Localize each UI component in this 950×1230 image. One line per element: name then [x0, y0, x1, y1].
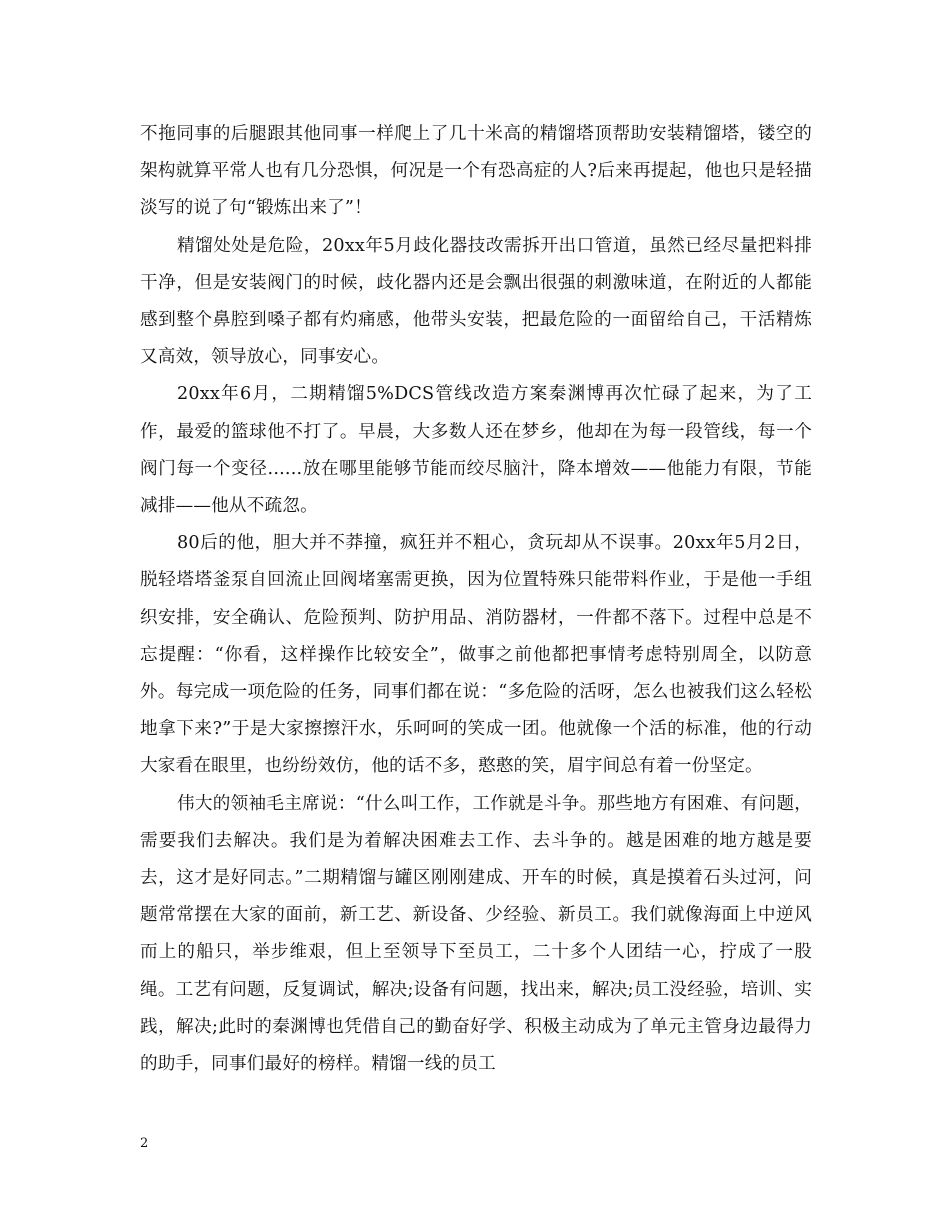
paragraph-1: 不拖同事的后腿跟其他同事一样爬上了几十米高的精馏塔顶帮助安装精馏塔，镂空的架构就算平常人也有几分恐惧，何况是一个有恐高症的人?后来再提起，他也只是轻描淡写的说了句“锻炼出来了”！	[140, 124, 812, 219]
paragraph-4: 80后的他，胆大并不莽撞，疯狂并不粗心，贪玩却从不误事。20xx年5月2日，脱轻塔塔釜泵自回流止回阀堵塞需更换，因为位置特殊只能带料作业，于是他一手组织安排，安全确认、危险预判、防护用品、消防器材，一件都不落下。过程中总是不忘提醒：“你看，这样操作比较安全”，做事之前他都把事情考虑特别周全，以防意外。每完成一项危险的任务，同事们都在说：“多危险的活呀，怎么也被我们这么轻松地拿下来?”于是大家擦擦汗水，乐呵呵的笑成一团。他就像一个活的标准，他的行动大家看在眼里，也纷纷效仿，他的话不多，憨憨的笑，眉宇间总有着一份坚定。	[140, 533, 812, 777]
paragraph-2: 精馏处处是危险，20xx年5月歧化器技改需拆开出口管道，虽然已经尽量把料排干净，但是安装阀门的时候，歧化器内还是会飘出很强的刺激味道，在附近的人都能感到整个鼻腔到嗓子都有灼痛感，他带头安装，把最危险的一面留给自己，干活精炼又高效，领导放心，同事安心。	[140, 235, 812, 368]
paragraph-3: 20xx年6月，二期精馏5%DCS管线改造方案秦渊博再次忙碌了起来，为了工作，最爱的篮球他不打了。早晨，大多数人还在梦乡，他却在为每一段管线，每一个阀门每一个变径......放在哪里能够节能而绞尽脑汁，降本增效——他能力有限，节能减排——他从不疏忽。	[140, 384, 812, 517]
body-text	[140, 116, 812, 1083]
paragraph-5: 伟大的领袖毛主席说：“什么叫工作，工作就是斗争。那些地方有困难、有问题，需要我们去解决。我们是为着解决困难去工作、去斗争的。越是困难的地方越是要去，这才是好同志。”二期精馏与罐区刚刚建成、开车的时候，真是摸着石头过河，问题常常摆在大家的面前，新工艺、新设备、少经验、新员工。我们就像海面上中逆风而上的船只，举步维艰，但上至领导下至员工，二十多个人团结一心，拧成了一股绳。工艺有问题，反复调试，解决;设备有问题，找出来，解决;员工没经验，培训、实践，解决;此时的秦渊博也凭借自己的勤奋好学、积极主动成为了单元主管身边最得力的助手，同事们最好的榜样。精馏一线的员工	[140, 793, 812, 1075]
page-number: 2	[140, 1136, 149, 1151]
